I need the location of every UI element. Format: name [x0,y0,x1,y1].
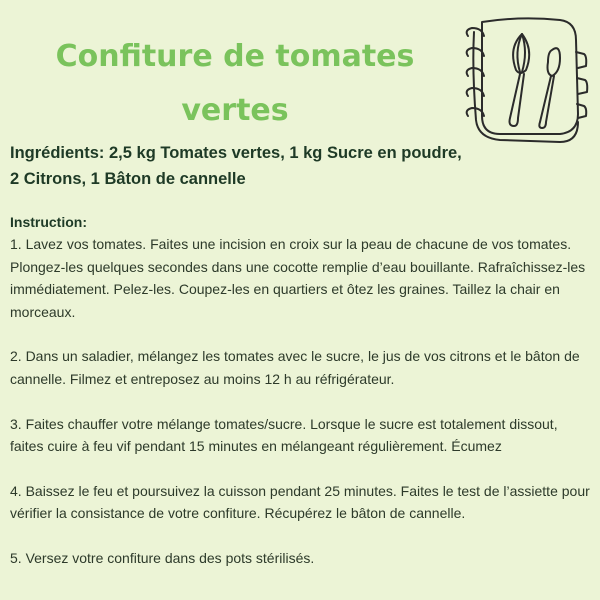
recipe-title-line-1: Confiture de tomates [55,39,415,74]
recipe-title-line-2: vertes [181,93,289,128]
instruction-heading: Instruction: [10,214,87,230]
instruction-step: 5. Versez votre confiture dans des pots stérilisés. [10,549,315,566]
instruction-steps [10,233,590,592]
notebook-whisk-spoon-icon [460,10,595,155]
ingredients [10,140,510,192]
ingredients-line-2: 2 Citrons, 1 Bâton de cannelle [10,170,246,188]
instruction-step: 4. Baissez le feu et poursuivez la cuisson pendant 25 minutes. Faites le test de l’assiette pour vérifier la consistance de votre confiture. Récupérez le bâton de cannelle. [10,482,590,522]
instruction-step: 2. Dans un saladier, mélangez les tomates avec le sucre, le jus de vos citrons et le bâton de cannelle. Filmez et entreposez au moins 12 h au réfrigérateur. [10,348,580,387]
instruction-step: 3. Faites chauffer votre mélange tomates/sucre. Lorsque le sucre est totalement dissout, faites cuire à feu vif pendant 15 minutes en mélangeant régulièrement. Écumez [10,415,558,455]
instruction-step: 1. Lavez vos tomates. Faites une incision en croix sur la peau de chacune de vos tomates. Plongez-les quelques secondes dans une cocotte remplie d’eau bouillante. Rafraîchissez-les immédiatement. Pelez-les. Coupez-les en quartiers et ôtez les graines. Taillez la chair en morceaux. [10,236,586,320]
recipe-title [0,30,470,138]
ingredients-line-1: Ingrédients: 2,5 kg Tomates vertes, 1 kg Sucre en poudre, [10,144,462,162]
